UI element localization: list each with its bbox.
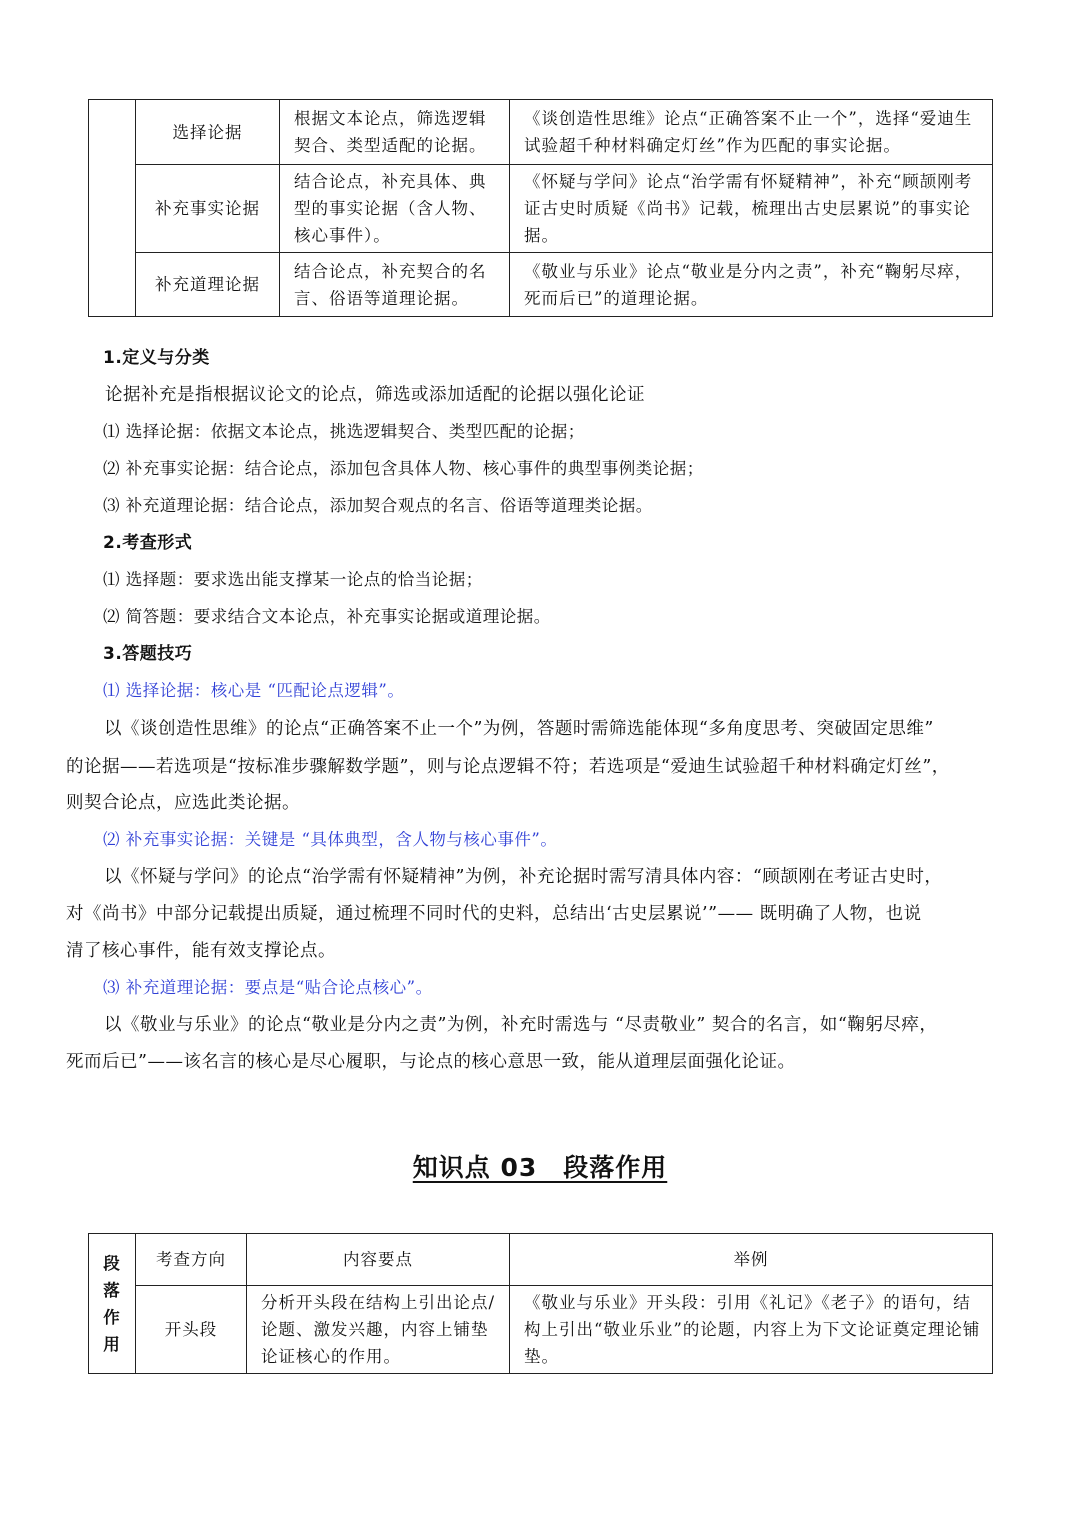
table-row [89,165,993,253]
column-header: 举例 [510,1234,993,1286]
merged-side-cell [89,100,136,317]
tip-title: ⑶ 补充道理论据：要点是“贴合论点核心”。 [103,978,433,997]
section-heading: 1.定义与分类 [103,348,210,368]
list-item: ⑵ 补充事实论据：结合论点，添加包含具体人物、核心事件的典型事例类论据； [103,459,704,478]
example-cell: 《敬业与乐业》开头段：引用《礼记》《老子》的语句，结构上引出“敬业乐业”的论题，内容上为下文论证奠定理论铺垫。 [510,1286,993,1374]
side-label-char: 用 [103,1334,121,1354]
list-item: ⑴ 选择题：要求选出能支撑某一论点的恰当论据； [103,570,483,589]
paragraph-line: 对《尚书》中部分记载提出质疑，通过梳理不同时代的史料，总结出‘古史层累说’”—— 既明确了人物，也说 [66,904,922,924]
paragraph-line: 以《怀疑与学问》的论点“治学需有怀疑精神”为例，补充论据时需写清具体内容：“顾颉刚在考证古史时， [104,867,943,887]
method-example-cell: 《谈创造性思维》论点“正确答案不止一个”，选择“爱迪生试验超千种材料确定灯丝”作为匹配的事实论据。 [510,100,993,165]
side-label-cell [89,1234,136,1374]
knowledge-point-title [0,1148,1080,1188]
method-point-cell: 根据文本论点，筛选逻辑契合、类型适配的论据。 [280,100,510,165]
paragraph-function-table [88,1233,993,1374]
table-row [89,100,993,165]
paragraph-line: 死而后已”——该名言的核心是尽心履职，与论点的核心意思一致，能从道理层面强化论证。 [66,1052,796,1072]
table-header-row [89,1234,993,1286]
direction-cell: 开头段 [136,1286,247,1374]
paragraph-line: 清了核心事件，能有效支撑论点。 [66,941,336,961]
paragraph-line: 的论据——若选项是“按标准步骤解数学题”，则与论点逻辑不符；若选项是“爱迪生试验超千种材料确定灯丝”， [66,757,950,777]
method-example-cell: 《怀疑与学问》论点“治学需有怀疑精神”，补充“顾颉刚考证古史时质疑《尚书》记载，梳理出古史层累说”的事实论据。 [510,165,993,253]
method-type-cell: 补充道理论据 [136,253,280,317]
section-intro: 论据补充是指根据议论文的论点，筛选或添加适配的论据以强化论证 [105,385,645,405]
point-cell: 分析开头段在结构上引出论点/论题、激发兴趣，内容上铺垫论证核心的作用。 [247,1286,510,1374]
method-type-cell: 补充事实论据 [136,165,280,253]
table-row [89,1286,993,1374]
tip-title: ⑵ 补充事实论据：关键是 “具体典型，含人物与核心事件”。 [103,830,558,849]
section-heading: 3.答题技巧 [103,644,193,664]
method-point-cell: 结合论点，补充契合的名言、俗语等道理论据。 [280,253,510,317]
table-row [89,253,993,317]
knowledge-point-title-text: 知识点 03 段落作用 [412,1153,668,1182]
tip-title: ⑴ 选择论据：核心是 “匹配论点逻辑”。 [103,681,405,700]
argument-method-table [88,99,993,317]
paragraph-line: 则契合论点，应选此类论据。 [66,793,300,813]
paragraph-line: 以《谈创造性思维》的论点“正确答案不止一个”为例，答题时需筛选能体现“多角度思考、突破固定思维” [104,719,934,739]
section-heading: 2.考查形式 [103,533,193,553]
paragraph-line: 以《敬业与乐业》的论点“敬业是分内之责”为例，补充时需选与 “尽责敬业” 契合的名言，如“鞠躬尽瘁， [104,1015,938,1035]
column-header: 考查方向 [136,1234,247,1286]
side-label-char: 作 [103,1307,121,1327]
list-item: ⑵ 简答题：要求结合文本论点，补充事实论据或道理论据。 [103,607,551,626]
method-type-cell: 选择论据 [136,100,280,165]
method-example-cell: 《敬业与乐业》论点“敬业是分内之责”，补充“鞠躬尽瘁，死而后已”的道理论据。 [510,253,993,317]
list-item: ⑴ 选择论据：依据文本论点，挑选逻辑契合、类型匹配的论据； [103,422,585,441]
column-header: 内容要点 [247,1234,510,1286]
side-label-char: 段 [103,1253,121,1273]
method-point-cell: 结合论点，补充具体、典型的事实论据（含人物、核心事件）。 [280,165,510,253]
list-item: ⑶ 补充道理论据：结合论点，添加契合观点的名言、俗语等道理类论据。 [103,496,653,515]
side-label-char: 落 [103,1280,121,1300]
